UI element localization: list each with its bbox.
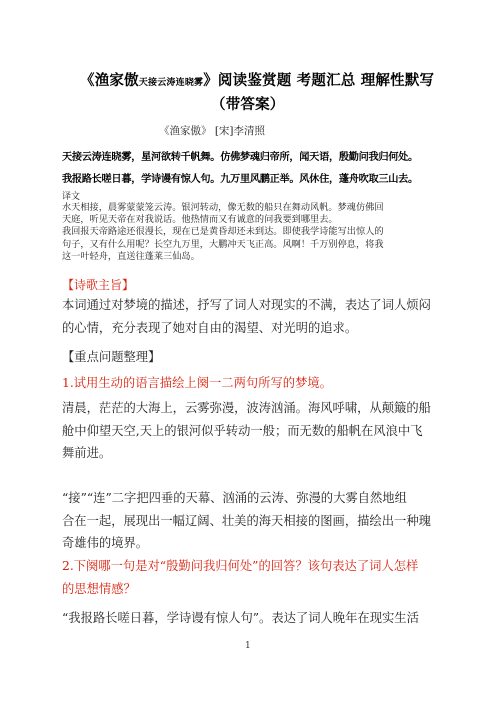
document-title <box>80 69 434 90</box>
paragraph-line: 本词通过对梦境的描述，抒写了词人对现实的不满，表达了词人烦闷 <box>62 298 431 312</box>
section-theme-body <box>62 294 431 339</box>
poem-line-1: 天接云涛连晓雾，星河欲转千帆舞。仿佛梦魂归帝所，闻天语，殷勤问我归何处。 <box>62 152 418 163</box>
translation-line: 天庭，听见天帝在对我说话。他热情而又有诚意的问我要到哪里去。 <box>62 214 338 226</box>
paragraph-line: 合在一起，展现出一幅辽阔、壮美的海天相接的图画，描绘出一种瑰 <box>62 513 431 528</box>
title-part-small: 天接云涛连晓雾 <box>138 78 204 88</box>
answer-2: “我报路长嗟日暮，学诗谩有惊人句”。表达了词人晚年在现实生活 <box>62 611 419 625</box>
paragraph-line: 舱中仰望天空,天上的银河似乎转动一般；而无数的船帆在风浪中飞 <box>62 423 423 438</box>
translation-line: 句子，又有什么用呢？长空九万里，大鹏冲天飞正高。风啊！千万别停息，将我 <box>62 238 384 250</box>
translation-label: 译文 <box>62 192 81 202</box>
section-questions-heading: 【重点问题整理】 <box>62 350 161 364</box>
translation-line: 这一叶轻舟，直送往蓬莱三仙岛。 <box>62 250 200 262</box>
paragraph-line: 2.下阕哪一句是对“殷勤问我归何处”的回答？该句表达了词人怎样 <box>62 559 419 573</box>
poem-line-2: 我报路长嗟日暮，学诗谩有惊人句。九万里风鹏正举。风休住，蓬舟吹取三山去。 <box>62 174 418 185</box>
paragraph-line: 奇雄伟的境界。 <box>62 536 149 550</box>
title-part-1: 《渔家傲 <box>80 73 139 89</box>
paragraph-line: 清晨，茫茫的大海上，云雾弥漫，波涛汹涌。海风呼啸，从颠簸的船 <box>62 401 431 415</box>
question-2 <box>62 555 418 600</box>
page-number: 1 <box>245 641 251 651</box>
translation-block <box>62 202 384 263</box>
translation-line: 水天相接，晨雾蒙蒙笼云涛。银河转动，像无数的船只在舞动风帆。梦魂仿佛回 <box>62 202 384 213</box>
translation-line: 我回报天帝路途还很漫长，现在已是黄昏却还未到达。即使我学诗能写出惊人的 <box>62 226 384 238</box>
poem-subtitle: 《渔家傲》 [宋]李清照 <box>159 125 266 137</box>
paragraph-line: “接”“连”二字把四垂的天幕、汹涌的云涛、弥漫的大雾自然地组 <box>62 491 407 505</box>
title-part-2: 》阅读鉴赏题 考题汇总 理解性默写 <box>203 73 435 89</box>
answer-1-continued <box>62 487 431 555</box>
paragraph-line: 的心情，充分表现了她对自由的渴望、对光明的追求。 <box>62 320 358 335</box>
question-1: 1.试用生动的语言描绘上阕一二两句所写的梦境。 <box>62 376 332 390</box>
document-title-line2: （带答案） <box>211 97 285 113</box>
section-theme-heading: 【诗歌主旨】 <box>62 278 135 292</box>
paragraph-line: 的思想情感？ <box>62 581 136 596</box>
answer-1 <box>62 397 431 465</box>
paragraph-line: 舞前进。 <box>62 446 112 460</box>
